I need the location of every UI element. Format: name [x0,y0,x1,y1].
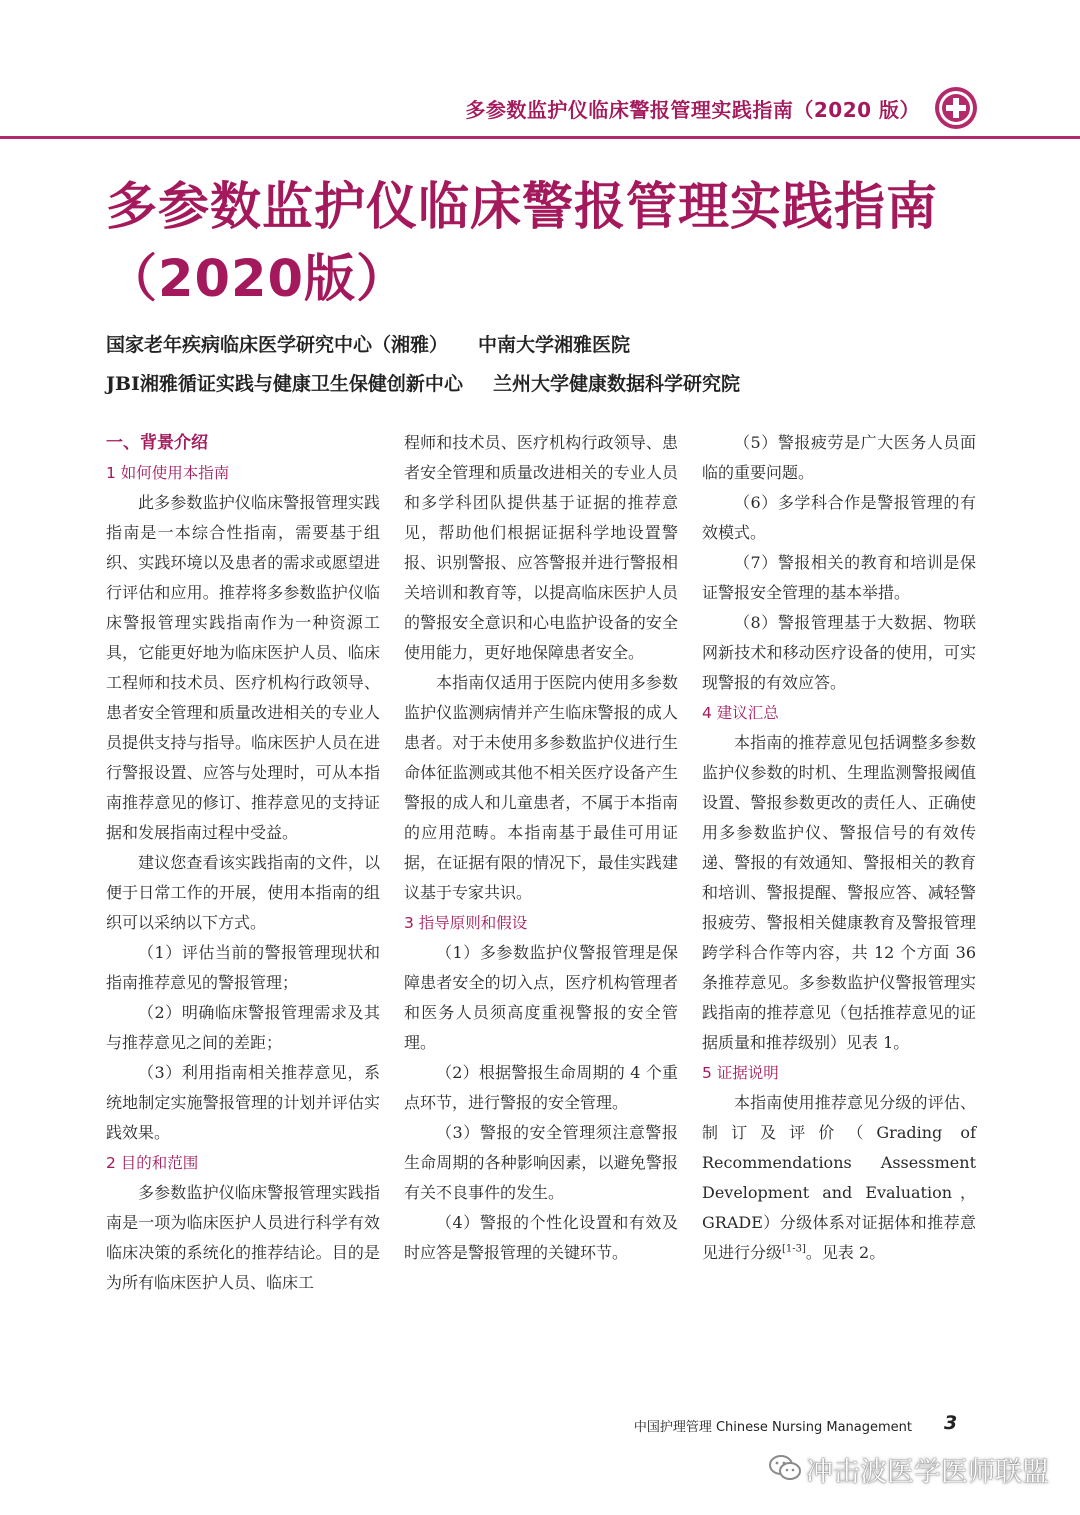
subsection-heading-purpose-scope: 2 目的和范围 [106,1154,199,1172]
list-item: （3）警报的安全管理须注意警报生命周期的各种影响因素，以避免警报有关不良事件的发生。 [404,1123,678,1202]
list-item: （8）警报管理基于大数据、物联网新技术和移动医疗设备的使用，可实现警报的有效应答。 [702,613,976,692]
watermark-text: 冲击波医学医师联盟 [806,1457,1049,1488]
paragraph: 此多参数监护仪临床警报管理实践指南是一本综合性指南，需要基于组织、实践环境以及患者的需求或愿望进行评估和应用。推荐将多参数监护仪临床警报管理实践指南作为一种资源工具，它能更好地为临床医护人员、临床工程师和技术员、医疗机构行政领导、患者安全管理和质量改进相关的专业人员提供支持与指导。临床医护人员在进行警报设置、应答与处理时，可从本指南推荐意见的修订、推荐意见的支持证据和发展指南过程中受益。 [106,493,380,842]
paragraph-text: 本指南使用推荐意见分级的评估、制订及评价（Grading of Recommendations Assessment Development and Evaluation，GRADE）分级体系对证据体和推荐意见进行分级 [702,1093,976,1262]
paragraph: 程师和技术员、医疗机构行政领导、患者安全管理和质量改进相关的专业人员和多学科团队提供基于证据的推荐意见，帮助他们根据证据科学地设置警报、识别警报、应答警报并进行警报相关培训和教育等，以提高临床医护人员的警报安全意识和心电监护设备的安全使用能力，更好地保障患者安全。 [404,433,678,662]
subsection-heading-evidence: 5 证据说明 [702,1064,779,1082]
list-item: （1）评估当前的警报管理现状和指南推荐意见的警报管理； [106,943,380,992]
paragraph: 多参数监护仪临床警报管理实践指南是一项为临床医护人员进行科学有效临床决策的系统化的推荐结论。目的是为所有临床医护人员、临床工 [106,1183,380,1292]
paragraph-text: 。见表 2。 [805,1243,886,1262]
list-item: （2）明确临床警报管理需求及其与推荐意见之间的差距； [106,1003,380,1052]
affiliation-line-2 [106,369,740,396]
page-footer [0,1412,1080,1442]
paragraph: 本指南的推荐意见包括调整多参数监护仪参数的时机、生理监测警报阈值设置、警报参数更改的责任人、正确使用多参数监护仪、警报信号的有效传递、警报的有效通知、警报相关的教育和培训、警报提醒、警报应答、减轻警报疲劳、警报相关健康教育及警报管理跨学科合作等内容，共 12 个方面 36 条推荐意见。多参数监护仪警报管理实践指南的推荐意见（包括推荐意见的证据质量和推荐级别）见表 1。 [702,733,976,1052]
list-item: （3）利用指南相关推荐意见，系统地制定实施警报管理的计划并评估实践效果。 [106,1063,380,1142]
header-rule [0,136,1080,139]
running-head-title: 多参数监护仪临床警报管理实践指南（2020 版） [465,98,920,122]
hospital-logo-icon [934,86,978,130]
paragraph [702,1088,976,1268]
subsection-heading-summary: 4 建议汇总 [702,704,779,722]
paragraph: 建议您查看该实践指南的文件，以便于日常工作的开展，使用本指南的组织可以采纳以下方式。 [106,853,380,932]
affiliation: 兰州大学健康数据科学研究院 [492,373,740,395]
affiliation: JBI湘雅循证实践与健康卫生保健创新中心 [106,373,463,395]
title-line-2: （2020版） [106,250,408,309]
citation-link[interactable]: [1-3] [782,1243,806,1255]
journal-name: 中国护理管理 Chinese Nursing Management [633,1420,912,1435]
wechat-icon [768,1454,802,1482]
page-number: 3 [944,1412,958,1434]
affiliation: 国家老年疾病临床医学研究中心（湘雅） [106,334,449,356]
column-2 [404,428,678,1268]
running-head [0,0,1080,142]
column-3 [702,428,976,1268]
list-item: （5）警报疲劳是广大医务人员面临的重要问题。 [702,433,976,482]
title-line-1: 多参数监护仪临床警报管理实践指南 [106,178,939,237]
list-item: （2）根据警报生命周期的 4 个重点环节，进行警报的安全管理。 [404,1063,678,1112]
list-item: （4）警报的个性化设置和有效及时应答是警报管理的关键环节。 [404,1213,678,1262]
list-item: （6）多学科合作是警报管理的有效模式。 [702,493,976,542]
paragraph: 本指南仅适用于医院内使用多参数监护仪监测病情并产生临床警报的成人患者。对于未使用多参数监护仪进行生命体征监测或其他不相关医疗设备产生警报的成人和儿童患者，不属于本指南的应用范畴。本指南基于最佳可用证据，在证据有限的情况下，最佳实践建议基于专家共识。 [404,673,678,902]
subsection-heading-how-to-use: 1 如何使用本指南 [106,464,230,482]
affiliation-line-1 [106,330,630,357]
article-title [106,172,986,316]
list-item: （1）多参数监护仪警报管理是保障患者安全的切入点，医疗机构管理者和医务人员须高度重视警报的安全管理。 [404,943,678,1052]
list-item: （7）警报相关的教育和培训是保证警报安全管理的基本举措。 [702,553,976,602]
affiliation: 中南大学湘雅医院 [478,334,631,356]
section-heading-background: 一、背景介绍 [106,433,208,453]
subsection-heading-principles: 3 指导原则和假设 [404,914,528,932]
column-1 [106,428,380,1298]
